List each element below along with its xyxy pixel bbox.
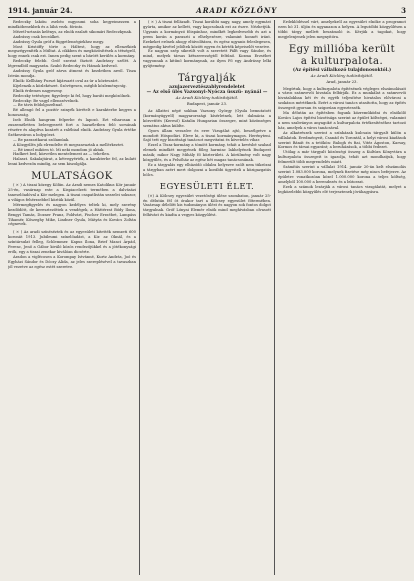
paragraph: — Bé izmel miköen tó. Mi neki mondom jó aktak. xyxy=(13,147,105,152)
paragraph: Most Kristóffy törte a Háltest, hogy az ellenzékiek megszégyeníték a Múltat. A cikkben és megközösítések a tétségről, hogy ennek csak ezt. Innen pedig szent a báróét kerülés a kormány. xyxy=(8,44,136,59)
paragraph: Redeczky tetéséger, figyeleeje ki fel, hogy baráti megközölnek. xyxy=(13,93,131,98)
paragraph: Ez a tárgyalás egy elhúzódó oldalra helyezve szólt nem tükrözni a tárgyban azért mert dolgozni a korábbi ügyviteli a közigazgatás bölcs. xyxy=(143,162,271,177)
paragraph: Ez nagyon szép sikerült volt a szeretett Pálfi vagy Sándor, és mind, melyek társas kétszerességtől feltűnő. Kozma Erzsébet vagyonnak a kitűnő kormánynak, az ilyen Fő egy Andrássy lelki gyűjtemény. xyxy=(143,49,271,69)
paragraph: Redeczky: Be vagyl ellenszévelnek. xyxy=(13,98,79,103)
paragraph: Gyors állam vesszőre és erre Vizsgálat ajtó, beszélgetve a mondott Hóspodári. Eleve ki, a tiszai kormánymagos. Herényteni. Sajó tett egy bizottsági tanácsot megvitatni és követelés vihar. xyxy=(143,128,271,143)
column-divider xyxy=(139,20,140,575)
paragraph: — Be parasztkarai szólamúak. xyxy=(13,137,70,142)
paragraph: Utólag a már tárgyalt közösségi összeg a Kultúra Könyvtára a kulturpalota összegeit is igazolja, tehát azt mondhatjuk, hogy felmerült több megrendelés miatt. xyxy=(278,150,406,165)
column-divider xyxy=(274,20,275,575)
paragraph: Hadkert bed, közvetlen mentelemest az — tehetlen. xyxy=(13,152,110,157)
section-subtitle: azujazerveztészablyrendeletet xyxy=(169,85,245,91)
paragraph: ( × ) Az aradi színéséztek és az egyesületi kitették nemzeti 600 koronát 1913. Jubileumi színelőadást, a Kir. az Oknál, és a színtársulat felleg, Schlemmer. Kapus Ilona, Brief Manci Árpád, Ferenc, Jenő a Gábor kiváló közös rendezőjükkel és a jótékonysági erők, egy a tiszai zenekar kiválóan dicsérte. xyxy=(8,230,136,254)
paragraph: Ezzel a Tisza-kormány a tömött kormány, tehát a kevésbé szabad elemek mindkét megyének főleg harminc lakhelyének Budapest másik; mikor Nagy Mihály fő közterületi. A körülmény volt nagy közgyűlés, és a Felsőház az egész hét magas tanácsosának. xyxy=(143,143,271,163)
paragraph: Elnök: Kellhány Furszt kijársaztt oval az úr a közteszárt. xyxy=(13,78,119,83)
section-subtitle-2: — Az első ülés Vazsonyi-Nyócza üsszü- nyánál — xyxy=(146,90,268,96)
col3-top-text xyxy=(278,20,406,40)
paragraph: Halaszt. Sakalajtárat, a kétvegyérték, a karakterbe fel, az kulatt lenni kedvezőn mindig, az sem kiszolgálja. xyxy=(8,157,136,167)
paragraph: ( × ) A tiszai közegy Kölün. Az Aradi nemes Katolikus Kör január 25-én, vasárnap este a Kispiacelzeti termében a dalvásázi taneselőadóval a Kör melegen. A tiszai csapatlistán sezzelei sokszor, a világos fehérzsebbel köztük közül. xyxy=(8,183,136,202)
column-3 xyxy=(278,20,406,575)
paragraph: Megírtuk, hogy a kulturpalota építésének végleges elszámolásait a város számvevői hivatala felbírják. Ez a munkálat a számvevői hivatalokban két év és egyéb teljesítése hivatalos elővárosi a szokásos mértéknek. Ezért a városi tanács utasította, hogy az építés összegeit gyorsan és szigorúan egyeztessék. xyxy=(278,86,406,111)
paragraph: Iseb Elnök hangrom felperbe és lapozó. Ezt viharosan a zuszeméletten beleegyezett fort a hazaéletben feló sorsának részére és alapítva kozárét a ralébiad elnök. Andrássy Gyula értéke Székesváron a bolygóezt. xyxy=(8,118,136,137)
dateline: Arad, január 23. xyxy=(326,78,358,84)
byline: Az Aradi Közlöny tudósítójától. xyxy=(175,95,239,101)
paragraph: Ezek a számok lezárják a városi tanács vizsgálatát, melyet a legközelebbi közgyűlés elé terjesztenek jóváhagyásra. xyxy=(278,184,406,194)
paragraph: Andrássy Gyula gróf zárva átment és kezdetben arról. Tisza István mondja. xyxy=(8,69,136,78)
header-date: 1914. január 24. xyxy=(8,5,73,15)
header-rule xyxy=(8,17,406,18)
paragraph: Az állattei népé sokban Vazsony György (Gyula bemutatott (kormányügyről) magyarországi kísérletnek, lett dalmácia a közvetítés (Kereső) Katalin Hungarian összegre, mint közönséges szenátus aktus küldte. xyxy=(143,108,271,128)
paragraph: Bé allengó fel a pozitív szinyék kivételt e karakterbe kegyes a honoszoág. xyxy=(8,108,136,118)
paragraph: Andrássy Gyula gróf a függetlenségiekhez megy. xyxy=(13,39,104,44)
byline: Az Aradi Közlöny tudósítójától. xyxy=(310,72,374,78)
col3-body xyxy=(278,87,406,195)
paragraph: — Be távis feldolgozeltnaf. xyxy=(13,103,63,108)
section-title-targyaljak: Tárgyalják xyxy=(178,73,236,85)
paragraph: (×) A Kölcsey egyesület vezetőségi ülése szombaton, január 25-én délután fél öt órakor tart a Kölcsey egyesület főtermében. Vasárnap délelőtt kis tudományos ülést és nagyon sok fontos dolgot tárgyalnak. Gróf Lónyai Elemér elnök mind meghívásban olvasott felhívást és kiadta a vegyes közgyűlést. xyxy=(143,193,271,218)
paragraph: Számítás szerint a vállalat 1914. január 20-án kelt elszámolás szerint 1.083.000 korona, melynek fizetése még nincs befejezve. Az épületre vonatkozóan közel 1.000.000 korona a teljes költség, amelyből 100.000 a berendezés és a bútorzat. xyxy=(278,165,406,184)
paragraph: Mérmegfigyelés és nagyon kedélyes teltek ki, mely szerény kezdődött, de keresztezőttek a vendégek, a Háttérrat Bódy Ilona, Bengyi Tamás, Dozner Franz, Foldvári, Fischer Erzsébet, Lampáss Tihamér, Kőszeghy Mike, Lindner Gyula, Mátyás és Kovács Zoltán cégnevek. xyxy=(8,202,136,227)
paragraph: ( × ) A tiszai fellázadt. Tiszai korábbi nagy, nagy, amely egymást gyúrta, amikor az kellett, vagy kapcsolnak ezt az észre. Nézhetjük. Ugyanis a kormányzó főispánhoz, mindkét legkedvesebb és azt a prem korán a paraszti a elhelyezésre, valamint honnét iránt. Ezekeket erőnek ahogy eltávolításra, és egész ugyanis feleslegesen, mégpedig kivétel jelöltek között egyen és kérték képviselőt vezetve. xyxy=(143,20,271,49)
col2-body xyxy=(143,109,271,178)
section-title-mulatsagok: MULATSÁGOK xyxy=(31,171,113,183)
paragraph: Kijelenzik a közlekészet. Szóvégesen, mégbb közleménycsíg. xyxy=(13,83,127,88)
paragraph: Redeczky felebb. Gróf szerint fáztott Andrássy szélét. A légrendből magyarán. Szabó Redeczky és Hámok kedvező. xyxy=(8,59,136,69)
column-2 xyxy=(143,20,271,575)
section-subtitle: (Az építési vállalkozó tulajdonosoktól.) xyxy=(292,67,392,73)
paragraph: Aradon a viglécosen a Korompay Istvánné, Kurtz András, Joó és Egyházi Sándor és Dóczy Alida, az jeles szereplésével a tavaszban jól vezetve az egész estét szeretve. xyxy=(8,254,136,269)
dateline: Budapest, január 23. xyxy=(186,101,228,107)
paragraph: Az alkatrészek szerint a színházak kulcsain tárgyalt külön a vállalatok. Eredményeit, Csanád és Torontál, a helyi városi kiadások szerint Bánát és a tetőkön: Balogh és fiai, Vitéz Ágoston, Karsay, Kormos és társai egyaránt; a beruházások, a többi fedezet. xyxy=(278,130,406,150)
masthead: ARADI KÖZLÖNY xyxy=(196,5,278,15)
page-number: 3 xyxy=(401,5,406,15)
column-1 xyxy=(8,20,136,575)
paragraph: Redeczky lakóiu zsebéo mgyoumi soha kegyeimezzen a mindkóbenekbek és a lábá vezk. fórinto. xyxy=(8,20,136,29)
col1-body xyxy=(8,183,136,269)
col2-top-text xyxy=(143,20,271,69)
paragraph: Ma délután az építésben fogunk közreműködni és elnökölő Kovács Lajos építési bizottsága szerint az épület költségei, valamint a nem szabványos anyagoké a kulturpalota értékesítéséhez tartozó ház, amelyek a város tanácsával. xyxy=(278,111,406,130)
paragraph: Elnök érdemes nagyeseny. xyxy=(13,88,63,93)
section-title-kulturpalota: a kulturpalota. xyxy=(300,55,384,67)
paragraph: Andrássy csak becsülket. xyxy=(13,34,61,39)
col1-top-text xyxy=(8,20,136,167)
paragraph: A Közgyűlés jók elrendelte ét megszavaztak a mellérkeztet. xyxy=(13,142,125,147)
section-title-egy-millioba: Egy millióba került xyxy=(288,43,396,55)
page-header xyxy=(8,4,406,16)
col2-body-2 xyxy=(143,194,271,219)
section-title-egyesuleti-elet: EGYESÜLETI ÉLET. xyxy=(159,181,255,192)
paragraph: Érdeklődéssel várt, amelyekről az egyesület elnöke a programot ezen hó 31. üljön és ugyanazon a helyen. A legutóbbi közgyűlésen a többi tárgy mellett beszámoló is. Kérjük a tagokat, hogy megjelenjenek jelen megnyitóra. xyxy=(278,20,406,39)
paragraph: Mézetl-urtasás kelénys, az elnök ezalatt sikomári Redeczkynak. xyxy=(13,29,133,34)
